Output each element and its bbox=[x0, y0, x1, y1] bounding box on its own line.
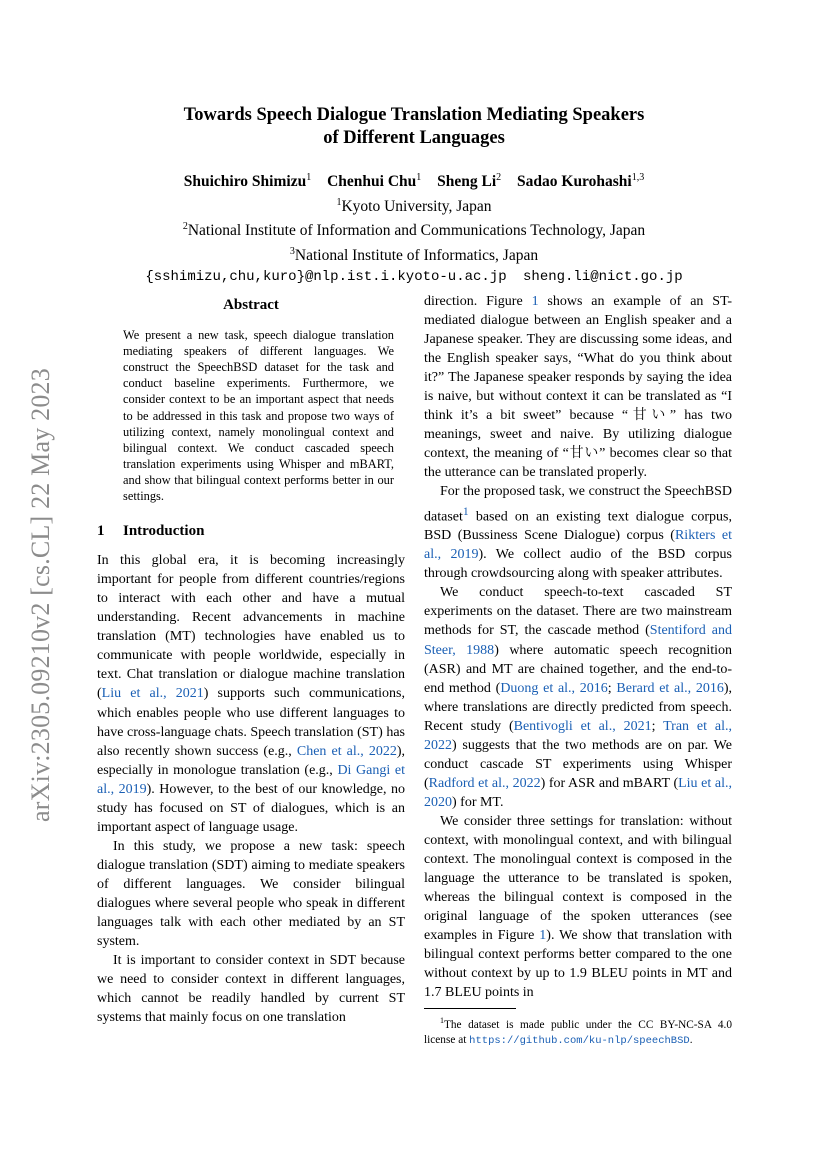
paragraph: We conduct speech-to-text cascaded ST experiments on the dataset. There are two mainstream methods for ST, the cascade method (Stentiford and Steer, 1988) where automatic speech recognition (ASR) and MT are chained together, and the end-to-end method (Duong et al., 2016; Berard et al., 2016), where translations are directly predicted from speech. Recent study (Bentivogli et al., 2021; Tran et al., 2022) suggests that the two methods are on par. We conduct cascade ST experiments using Whisper (Radford et al., 2022) for ASR and mBART (Liu et al., 2020) for MT. bbox=[424, 585, 733, 810]
affiliation: $^3$National Institute of Informatics, Japan bbox=[289, 245, 539, 265]
citation-link[interactable]: Tran et al., 2022 bbox=[424, 718, 732, 753]
figure-ref-link[interactable]: 1 bbox=[531, 294, 539, 309]
author-block bbox=[100, 168, 728, 287]
title-line-1: Towards Speech Dialogue Translation Mediating Speakers bbox=[183, 105, 645, 125]
arxiv-id-text: arXiv:2305.09210v2 [cs.CL] 22 May 2023 bbox=[26, 368, 56, 822]
citation-link[interactable]: Di Gangi et al., 2019 bbox=[97, 762, 405, 797]
citation-link[interactable]: Berard et al., 2016 bbox=[616, 680, 724, 696]
right-column bbox=[424, 292, 732, 1049]
author: Sadao Kurohashi$^{1,3}$ bbox=[517, 172, 645, 191]
title-line-2: of Different Languages bbox=[323, 128, 505, 148]
citation-link[interactable]: Duong et al., 2016 bbox=[500, 680, 608, 696]
citation-link[interactable]: Stentiford and Steer, 1988 bbox=[424, 623, 732, 658]
section-title: Introduction bbox=[123, 523, 205, 540]
citation-link[interactable]: Liu et al., 2020 bbox=[424, 775, 732, 810]
arxiv-side-stamp bbox=[24, 355, 58, 835]
abstract-text: We present a new task, speech dialogue translation mediating speakers of different languages. We construct the SpeechBSD dataset for the task and conduct baseline experiments. Furthermore, we consider context to be an important aspect that needs to be addressed in this task and propose two ways of utilizing context, namely monolingual context and bilingual context. We conduct cascaded speech translation experiments using Whisper and mBART, and show that bilingual context performs better in our settings. bbox=[123, 328, 394, 503]
paragraph: direction. Figure 1 shows an example of an ST-mediated dialogue between an English speaker and a Japanese speaker. They are discussing some ideas, and the English speaker says, “What do you think about it?” The Japanese speaker responds by saying the idea is naive, but without context it can be translated as “I think it’s a bit sweet” because “甘い” has two meanings, sweet and naive. By utilizing dialogue context, the meaning of “甘い” becomes clear so that the utterance can be translated properly. bbox=[424, 294, 733, 481]
figure-ref-link[interactable]: 1 bbox=[539, 928, 547, 944]
author-emails bbox=[100, 267, 728, 288]
citation-link[interactable]: Bentivogli et al., 2021 bbox=[513, 718, 652, 734]
email: {sshimizu,chu,kuro}@nlp.ist.i.kyoto-u.ac.jp bbox=[145, 268, 507, 285]
paragraph: For the proposed task, we construct the SpeechBSD dataset$^1$ based on an existing text dialogue corpus, BSD (Bussiness Scene Dialogue) corpus (Rikters et al., 2019). We collect audio of the BSD corpus through crowdsourcing along with speaker attributes. bbox=[424, 484, 733, 582]
dataset-url-link[interactable]: https://github.com/ku-nlp/speechBSD bbox=[469, 1035, 690, 1048]
left-column bbox=[97, 292, 405, 1027]
author: Sheng Li$^2$ bbox=[437, 172, 502, 191]
author: Chenhui Chu$^1$ bbox=[327, 172, 422, 191]
paragraph: We consider three settings for translation: without context, with monolingual context, and with bilingual context. The monolingual context is composed in the language the utterance to be translated is spoken, whereas the bilingual context is composed in the original language of the spoken utterances (see examples in Figure 1). We show that translation with bilingual context performs better compared to the one without context by up to 1.9 BLEU points in MT and 1.7 BLEU points in bbox=[424, 813, 732, 1001]
footnote: $^1$The dataset is made public under the CC BY-NC-SA 4.0 license at https://github.com/ku-nlp/speechBSD. bbox=[424, 1016, 732, 1048]
affiliation: $^2$National Institute of Information and Communications Technology, Japan bbox=[182, 221, 646, 240]
citation-link[interactable]: Liu et al., 2021 bbox=[101, 686, 204, 702]
paragraph: In this global era, it is becoming increasingly important for people from different countries/regions to interact with each other and have a mutual understanding. Recent advancements in machine translation (MT) technologies have enabled us to communicate with people worldwide, especially in text. Chat translation or dialogue machine translation (Liu et al., 2021) supports such communications, which enables people who use different languages to have cross-language chats. Speech translation (ST) has also recently shown success (e.g., Chen et al., 2022), especially in monologue translation (e.g., Di Gangi et al., 2019). However, to the best of our knowledge, no study has focused on ST of dialogues, which is an important aspect of language usage. bbox=[97, 553, 405, 835]
abstract-heading: Abstract bbox=[223, 297, 279, 313]
author-names bbox=[100, 168, 728, 193]
citation-link[interactable]: Chen et al., 2022 bbox=[296, 743, 397, 759]
paragraph: In this study, we propose a new task: speech dialogue translation (SDT) aiming to mediate speakers of different languages. We consider bilingual dialogues where several people who speak in different languages talk with each other mediated by an ST system. bbox=[97, 838, 405, 950]
affiliation: $^1$Kyoto University, Japan bbox=[336, 196, 492, 215]
citation-link[interactable]: Rikters et al., 2019 bbox=[424, 528, 733, 563]
author: Shuichiro Shimizu$^1$ bbox=[183, 172, 312, 191]
section-number: 1 bbox=[97, 523, 105, 540]
email: sheng.li@nict.go.jp bbox=[523, 268, 683, 285]
citation-link[interactable]: Radford et al., 2022 bbox=[428, 775, 541, 791]
footnote-divider bbox=[424, 1008, 516, 1009]
footnote-ref-link[interactable]: 1 bbox=[462, 504, 469, 518]
paper-title bbox=[140, 104, 688, 150]
section-heading bbox=[97, 522, 405, 541]
paragraph: It is important to consider context in SDT because we need to consider context in different languages, which cannot be readily handled by current ST systems that mainly focus on one translation bbox=[97, 953, 405, 1026]
